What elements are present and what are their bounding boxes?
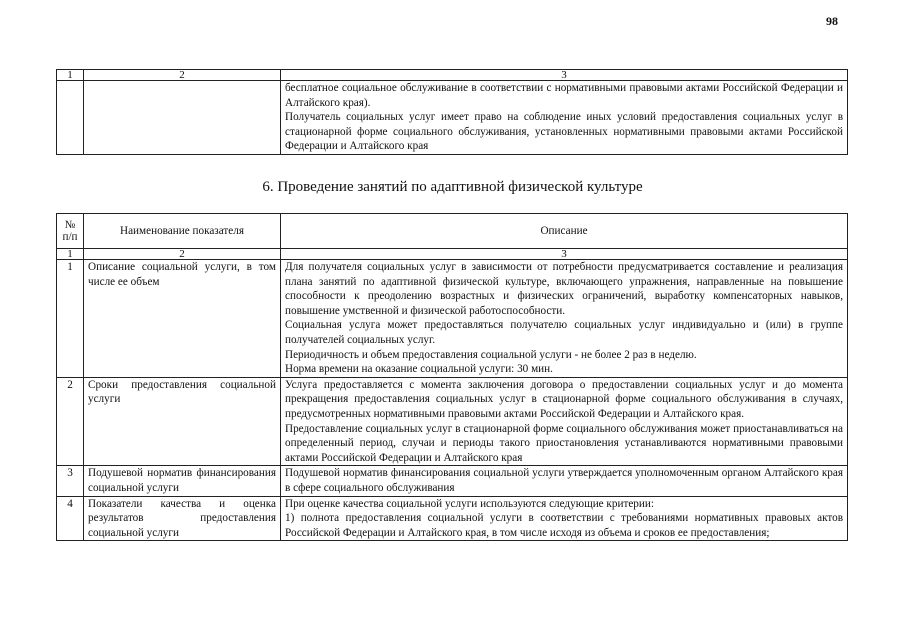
- column-number-row: [57, 249, 848, 260]
- paragraph: Для получателя социальных услуг в зависимости от потребности предусматривается составление и реализация плана занятий по адаптивной физической культуре, включающего упражнения, направленные на повышение способности к преодолению возрастных и физических ограничений, выработку компенсаторных навыков, повышение умственной и физической работоспособности.: [285, 261, 843, 317]
- header-desc: Описание: [281, 214, 848, 249]
- col-number: 2: [84, 249, 281, 260]
- header-name: Наименование показателя: [84, 214, 281, 249]
- description-cell: [281, 466, 848, 496]
- indicator-name: Описание социальной услуги, в том числе ее объем: [84, 260, 281, 378]
- page-number: 98: [826, 14, 838, 28]
- paragraph: 1) полнота предоставления социальной услуги в соответствии с требованиями нормативных правовых актов Российской Федерации и Алтайского края, в том числе исходя из объема и сроков ее предоставления;: [285, 512, 843, 539]
- col-number: 1: [57, 70, 84, 81]
- table-row: [57, 81, 848, 155]
- row-number: 1: [57, 260, 84, 378]
- header-num: № п/п: [57, 214, 84, 249]
- empty-cell: [84, 81, 281, 155]
- row-number: 4: [57, 496, 84, 541]
- continuation-table: [56, 69, 848, 155]
- indicator-name: Сроки предоставления социальной услуги: [84, 377, 281, 466]
- paragraph: При оценке качества социальной услуги используются следующие критерии:: [285, 497, 654, 510]
- paragraph: Услуга предоставляется с момента заключения договора о предоставлении социальных услуг и до момента прекращения предоставления социальных услуг в стационарной форме социального обслуживания в случаях, предусмотренных нормативными правовыми актами Российской Федерации и Алтайского края.: [285, 378, 843, 420]
- description-cell: [281, 260, 848, 378]
- paragraph: Социальная услуга может предоставляться получателю социальных услуг индивидуально и (или) в группе получателей социальных услуг.: [285, 319, 843, 346]
- description-cell: [281, 81, 848, 155]
- paragraph: бесплатное социальное обслуживание в соответствии с нормативными правовыми актами Российской Федерации и Алтайского края).: [285, 82, 843, 109]
- col-number: 1: [57, 249, 84, 260]
- header-row: [57, 214, 848, 249]
- table-row: [57, 260, 848, 378]
- col-number: 2: [84, 70, 281, 81]
- table-row: [57, 466, 848, 496]
- indicator-name: Подушевой норматив финансирования социальной услуги: [84, 466, 281, 496]
- paragraph: Периодичность и объем предоставления социальной услуги - не более 2 раз в неделю.: [285, 348, 697, 361]
- paragraph: Подушевой норматив финансирования социальной услуги утверждается уполномоченным органом Алтайского края в сфере социального обслуживания: [285, 467, 843, 494]
- col-number: 3: [281, 70, 848, 81]
- row-number: 3: [57, 466, 84, 496]
- description-cell: [281, 496, 848, 541]
- empty-cell: [57, 81, 84, 155]
- indicator-name: Показатели качества и оценка результатов предоставления социальной услуги: [84, 496, 281, 541]
- service-table: [56, 213, 848, 541]
- paragraph: Предоставление социальных услуг в стационарной форме социального обслуживания может приостанавливаться на определенный период, случаи и периоды такого приостановления устанавливаются нормативными правовыми актами Российской Федерации и Алтайского края: [285, 422, 843, 464]
- column-number-row: [57, 70, 848, 81]
- section-title: 6. Проведение занятий по адаптивной физической культуре: [262, 179, 643, 195]
- row-number: 2: [57, 377, 84, 466]
- table-row: [57, 496, 848, 541]
- paragraph: Норма времени на оказание социальной услуги: 30 мин.: [285, 363, 553, 376]
- paragraph: Получатель социальных услуг имеет право на соблюдение иных условий предоставления социальных услуг в стационарной форме социального обслуживания, установленных нормативными правовыми актами Российской Федерации и Алтайского края: [285, 111, 843, 153]
- col-number: 3: [281, 249, 848, 260]
- description-cell: [281, 377, 848, 466]
- table-row: [57, 377, 848, 466]
